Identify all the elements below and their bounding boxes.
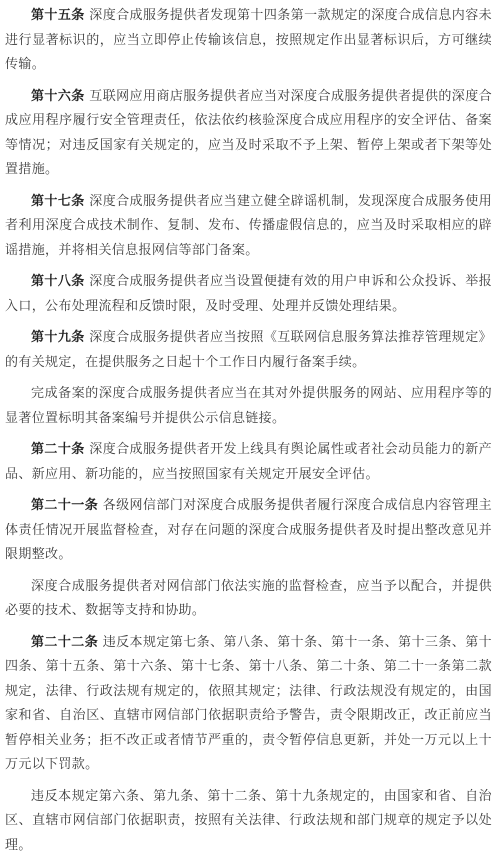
article-text: 深度合成服务提供者对网信部门依法实施的监督检查，应当予以配合，并提供必要的技术、数据等支持和协助。: [5, 579, 492, 619]
article-number: 第二十一条: [31, 498, 98, 513]
article-text: 深度合成服务提供者应当按照《互联网信息服务算法推荐管理规定》的有关规定，在提供服务之日起十个工作日内履行备案手续。: [5, 330, 492, 370]
article-number: 第十八条: [31, 274, 85, 289]
article-text: 各级网信部门对深度合成服务提供者履行深度合成信息内容管理主体责任情况开展监督检查，对存在问题的深度合成服务提供者及时提出整改意见并限期整改。: [5, 498, 492, 562]
article-text: 深度合成服务提供者开发上线具有舆论属性或者社会动员能力的新产品、新应用、新功能的，应当按照国家有关规定开展安全评估。: [5, 442, 492, 482]
paragraph-article-22: [5, 631, 492, 778]
article-text: 深度合成服务提供者应当设置便捷有效的用户申诉和公众投诉、举报入口，公布处理流程和反馈时限，及时受理、处理并反馈处理结果。: [5, 274, 492, 314]
paragraph-article-15: [5, 4, 492, 78]
article-text: 违反本规定第七条、第八条、第十条、第十一条、第十三条、第十四条、第十五条、第十六条、第十七条、第十八条、第二十条、第二十一条第二款规定，法律、行政法规有规定的，依照其规定；法律、行政法规没有规定的，由国家和省、自治区、直辖市网信部门依据职责给予警告，责令限期改正，改正前应当暂停相关业务；拒不改正或者情节严重的，责令暂停信息更新，并处一万元以上十万元以下罚款。: [5, 635, 492, 773]
paragraph-article-16: [5, 85, 492, 183]
paragraph-article-21: [5, 494, 492, 568]
article-number: 第十五条: [31, 8, 85, 23]
paragraph-article-22-continued: [5, 785, 492, 858]
paragraph-article-18: [5, 270, 492, 319]
article-text: 违反本规定第六条、第九条、第十二条、第十九条规定的，由国家和省、自治区、直辖市网信部门依据职责，按照有关法律、行政法规和部门规章的规定予以处理。: [5, 789, 492, 853]
article-text: 深度合成服务提供者发现第十四条第一款规定的深度合成信息内容未进行显著标识的，应当立即停止传输该信息，按照规定作出显著标识后，方可继续传输。: [5, 8, 492, 72]
paragraph-article-19-continued: [5, 382, 492, 431]
paragraph-article-17: [5, 190, 492, 264]
paragraph-article-21-continued: [5, 575, 492, 624]
article-text: 完成备案的深度合成服务提供者应当在其对外提供服务的网站、应用程序等的显著位置标明其备案编号并提供公示信息链接。: [5, 386, 492, 426]
article-number: 第十九条: [31, 330, 85, 345]
paragraph-article-20: [5, 438, 492, 487]
article-number: 第二十条: [31, 442, 85, 457]
article-text: 互联网应用商店服务提供者应当对深度合成服务提供者提供的深度合成应用程序履行安全管理责任，依法依约核验深度合成应用程序的安全评估、备案等情况；对违反国家有关规定的，应当及时采取不予上架、暂停上架或者下架等处置措施。: [5, 89, 492, 178]
article-number: 第十六条: [31, 89, 85, 104]
article-number: 第十七条: [31, 194, 85, 209]
article-text: 深度合成服务提供者应当建立健全辟谣机制，发现深度合成服务使用者利用深度合成技术制作、复制、发布、传播虚假信息的，应当及时采取相应的辟谣措施，并将相关信息报网信等部门备案。: [5, 194, 492, 258]
paragraph-article-19: [5, 326, 492, 375]
article-number: 第二十二条: [31, 635, 98, 650]
